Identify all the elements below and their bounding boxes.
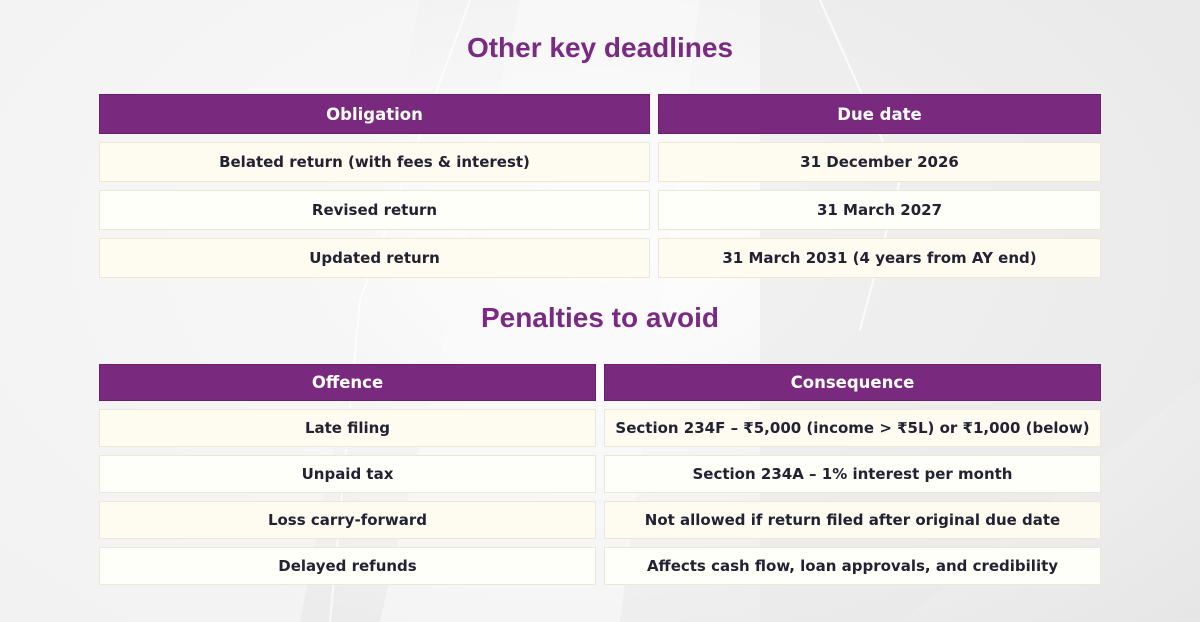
column-header-offence: Offence	[99, 364, 596, 401]
table-cell: Section 234F – ₹5,000 (income > ₹5L) or ₹1,000 (below)	[604, 409, 1101, 447]
column-header-due-date: Due date	[658, 94, 1101, 134]
table-cell: Affects cash flow, loan approvals, and credibility	[604, 547, 1101, 585]
table-cell: Not allowed if return filed after original due date	[604, 501, 1101, 539]
table-cell: 31 March 2031 (4 years from AY end)	[658, 238, 1101, 278]
table-cell: Revised return	[99, 190, 650, 230]
table-cell: Loss carry-forward	[99, 501, 596, 539]
deadlines-table	[99, 94, 1101, 278]
table-cell: 31 December 2026	[658, 142, 1101, 182]
table-cell: Updated return	[99, 238, 650, 278]
table-cell: Late filing	[99, 409, 596, 447]
penalties-table	[99, 364, 1101, 585]
penalties-title: Penalties to avoid	[480, 302, 720, 333]
column-header-consequence: Consequence	[604, 364, 1101, 401]
table-cell: 31 March 2027	[658, 190, 1101, 230]
table-cell: Delayed refunds	[99, 547, 596, 585]
table-cell: Unpaid tax	[99, 455, 596, 493]
table-cell: Section 234A – 1% interest per month	[604, 455, 1101, 493]
deadlines-title: Other key deadlines	[466, 32, 734, 63]
table-cell: Belated return (with fees & interest)	[99, 142, 650, 182]
column-header-obligation: Obligation	[99, 94, 650, 134]
